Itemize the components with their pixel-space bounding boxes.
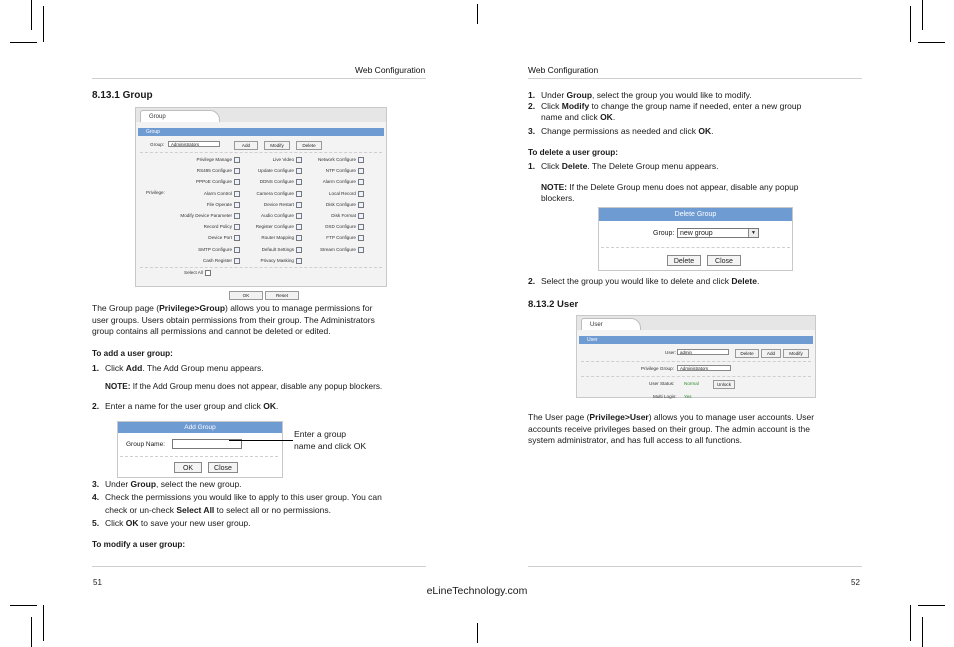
- add-group-dialog: [117, 421, 283, 478]
- privilege-checkbox: [234, 168, 240, 174]
- modify-step-1: 1. Under Group, select the group you would like to modify.: [528, 90, 752, 100]
- footer-rule: [92, 566, 426, 567]
- running-header-left: Web Configuration: [355, 65, 426, 75]
- tab-group: Group: [140, 110, 220, 122]
- privilege-label: Disk Format: [331, 213, 356, 219]
- add-step-4: 4. Check the permissions you would like to apply to this user group. You can check or un-check Select All to select all or no permissions.: [92, 492, 382, 515]
- add-group-title: Add Group: [118, 422, 282, 433]
- user-status-label: User Status:: [649, 381, 675, 386]
- privilege-checkbox: [358, 191, 364, 197]
- privilege-checkbox: [296, 258, 302, 264]
- divider: [120, 456, 278, 457]
- privilege-checkbox: [234, 247, 240, 253]
- privilege-checkbox: [234, 191, 240, 197]
- ok-button: OK: [229, 291, 263, 300]
- privilege-group-select: Administrators: [677, 365, 731, 371]
- privilege-row: [326, 202, 364, 208]
- divider: [581, 376, 811, 377]
- privilege-label: Default Settings: [261, 246, 294, 252]
- tab-user: User: [581, 318, 641, 330]
- privilege-row: [198, 247, 240, 253]
- privilege-checkbox: [296, 168, 302, 174]
- crop-mark: [10, 605, 37, 606]
- modify-step-2: 2. Click Modify to change the group name if needed, enter a new group name and click OK.: [528, 101, 802, 122]
- privilege-label: Camera Configure: [256, 190, 294, 196]
- delete-group-title: Delete Group: [599, 208, 792, 221]
- callout-text: Enter a group name and click OK: [294, 429, 367, 451]
- privilege-label: Record Policy: [203, 224, 232, 230]
- header-rule: [528, 78, 862, 79]
- user-status-value: Normal: [684, 381, 699, 386]
- select-all-label: Select All: [184, 270, 203, 276]
- page-number-left: 51: [93, 578, 102, 587]
- privilege-row: [208, 235, 240, 241]
- modify-button: Modify: [783, 349, 809, 358]
- multi-login-value: Yes: [684, 394, 692, 399]
- privilege-label: Router Mapping: [261, 235, 294, 241]
- privilege-row: [261, 213, 302, 219]
- privilege-row: [323, 179, 364, 185]
- privilege-checkbox: [296, 213, 302, 219]
- privilege-checkbox: [358, 224, 364, 230]
- privilege-checkbox: [234, 213, 240, 219]
- privilege-checkbox: [234, 258, 240, 264]
- section-title-user: 8.13.2 User: [528, 299, 579, 310]
- add-button: Add: [761, 349, 781, 358]
- privilege-row: [197, 157, 241, 163]
- crop-mark: [918, 605, 945, 606]
- chevron-down-icon: ▼: [748, 229, 758, 237]
- add-step-3: 3. Under Group, select the new group.: [92, 479, 242, 489]
- footer-website: eLineTechnology.com: [426, 585, 528, 597]
- user-label: User:: [665, 350, 676, 355]
- close-button: Close: [208, 462, 238, 473]
- privilege-label: Register Configure: [255, 224, 294, 230]
- group-bar: Group: [138, 128, 384, 136]
- group-select: new group ▼: [677, 228, 759, 238]
- privilege-label: Disk Configure: [325, 202, 356, 208]
- intro-line: group contains all permissions and cannot be deleted or edited.: [92, 326, 331, 336]
- delete-note: NOTE: If the Delete Group menu does not appear, disable any popup blockers.: [541, 182, 799, 203]
- delete-step-1: 1. Click Delete. The Delete Group menu appears.: [528, 161, 719, 171]
- privilege-row: [204, 191, 240, 197]
- close-button: Close: [707, 255, 741, 266]
- privilege-checkbox: [358, 157, 364, 163]
- divider: [581, 361, 811, 362]
- privilege-label: Alarm Configure: [322, 179, 356, 185]
- privilege-row: [261, 235, 302, 241]
- add-step-2: 2. Enter a name for the user group and click OK.: [92, 401, 279, 411]
- user-intro-paragraph: [528, 412, 864, 447]
- privilege-row: [320, 247, 364, 253]
- privilege-row: [325, 224, 364, 230]
- privilege-label: Privilege:: [146, 190, 165, 195]
- privilege-label: Cash Register: [202, 258, 232, 264]
- select-all-row: [184, 270, 211, 276]
- add-note: NOTE: If the Add Group menu does not appear, disable any popup blockers.: [105, 382, 383, 391]
- privilege-row: [326, 235, 364, 241]
- privilege-row: [273, 157, 302, 163]
- header-rule: [92, 78, 426, 79]
- privilege-checkbox: [234, 157, 240, 163]
- privilege-label: RS485 Configure: [196, 168, 232, 174]
- privilege-checkbox: [358, 213, 364, 219]
- crop-mark: [477, 4, 478, 24]
- privilege-label: Device Restart: [263, 202, 294, 208]
- running-header-right: Web Configuration: [528, 65, 599, 75]
- crop-mark: [10, 42, 37, 43]
- add-step-1: 1. Click Add. The Add Group menu appears.: [92, 363, 264, 373]
- group-label: Group:: [150, 142, 165, 147]
- privilege-label: Device Port: [208, 235, 232, 241]
- crop-mark: [31, 0, 32, 30]
- privilege-checkbox: [234, 235, 240, 241]
- privilege-label: Modify Device Parameter: [180, 213, 232, 219]
- privilege-label: Network Configure: [317, 157, 356, 163]
- privilege-row: [204, 224, 240, 230]
- crop-mark: [477, 623, 478, 643]
- delete-button: Delete: [735, 349, 759, 358]
- privilege-label: Update Configure: [257, 168, 294, 174]
- footer-rule: [528, 566, 862, 567]
- privilege-checkbox: [296, 224, 302, 230]
- delete-button: Delete: [667, 255, 701, 266]
- delete-button: Delete: [296, 141, 322, 150]
- privilege-label: SMTP Configure: [198, 246, 232, 252]
- intro-line: system administrator, and has full access to all functions.: [528, 435, 743, 445]
- privilege-label: Alarm Control: [203, 190, 232, 196]
- privilege-row: [180, 213, 240, 219]
- privilege-checkbox: [358, 235, 364, 241]
- crop-mark: [43, 6, 44, 42]
- privilege-row: [256, 191, 302, 197]
- section-title-group: 8.13.1 Group: [92, 90, 153, 101]
- privilege-label: PPPoE Configure: [195, 179, 232, 185]
- intro-line: accounts receive privileges based on their group. The admin account is the: [528, 423, 810, 434]
- privilege-label: Privilege Manage: [196, 157, 232, 163]
- group-name-label: Group Name:: [126, 441, 166, 448]
- intro-line: The User page (Privilege>User) allows you to manage user accounts. User: [528, 412, 815, 422]
- user-bar: User: [579, 336, 813, 344]
- privilege-checkbox: [358, 179, 364, 185]
- modify-button: Modify: [264, 141, 290, 150]
- divider: [601, 247, 790, 248]
- unlock-button: Unlock: [713, 380, 735, 389]
- group-label: Group:: [653, 230, 675, 237]
- privilege-row: [318, 157, 364, 163]
- delete-step-2: 2. Select the group you would like to delete and click Delete.: [528, 276, 760, 286]
- add-button: Add: [234, 141, 258, 150]
- multi-login-label: Multi Login:: [653, 394, 677, 399]
- privilege-label: Stream Configure: [319, 246, 356, 252]
- privilege-label: FTP Configure: [326, 235, 356, 241]
- modify-group-heading: To modify a user group:: [92, 540, 186, 549]
- privilege-checkbox: [234, 202, 240, 208]
- delete-group-heading: To delete a user group:: [528, 148, 618, 157]
- privilege-label: File Operate: [206, 202, 232, 208]
- select-all-checkbox: [205, 270, 211, 276]
- group-screenshot: [135, 107, 387, 287]
- privilege-row: [203, 258, 240, 264]
- tab-bar: [136, 108, 386, 122]
- privilege-row: [197, 168, 240, 174]
- crop-mark: [910, 6, 911, 42]
- privilege-label: DDNS Configure: [259, 179, 294, 185]
- privilege-row: [329, 191, 364, 197]
- tab-bar: [577, 316, 815, 330]
- divider: [140, 267, 382, 268]
- reset-button: Reset: [265, 291, 299, 300]
- group-select: Administrators: [168, 141, 220, 147]
- crop-mark: [922, 617, 923, 647]
- privilege-row: [258, 168, 302, 174]
- privilege-label: OSD Configure: [324, 224, 356, 230]
- privilege-row: [326, 168, 364, 174]
- intro-line: The Group page (Privilege>Group) allows you to manage permissions for: [92, 303, 373, 313]
- user-screenshot: [576, 315, 816, 398]
- privilege-label: Live Video: [272, 157, 294, 163]
- privilege-checkbox: [358, 202, 364, 208]
- privilege-label: Privacy Masking: [260, 258, 294, 264]
- privilege-label: Local Record: [328, 190, 356, 196]
- privilege-checkbox: [358, 168, 364, 174]
- intro-line: user groups. Users obtain permissions from their group. The Administrators: [92, 314, 375, 325]
- add-step-5: 5. Click OK to save your new user group.: [92, 518, 251, 528]
- privilege-checkbox: [296, 179, 302, 185]
- privilege-row: [260, 179, 302, 185]
- group-intro-paragraph: [92, 303, 428, 338]
- privilege-row: [196, 179, 240, 185]
- crop-mark: [922, 0, 923, 30]
- privilege-checkbox: [296, 247, 302, 253]
- crop-mark: [43, 605, 44, 641]
- ok-button: OK: [174, 462, 202, 473]
- privilege-row: [207, 202, 240, 208]
- privilege-row: [262, 247, 302, 253]
- privilege-label: NTP Configure: [325, 168, 356, 174]
- privilege-row: [331, 213, 364, 219]
- privilege-checkbox: [296, 157, 302, 163]
- privilege-checkbox: [234, 179, 240, 185]
- privilege-checkbox: [296, 235, 302, 241]
- callout-line: [229, 440, 293, 441]
- crop-mark: [31, 617, 32, 647]
- divider: [140, 152, 382, 153]
- privilege-checkbox: [296, 191, 302, 197]
- crop-mark: [910, 605, 911, 641]
- privilege-row: [261, 258, 302, 264]
- privilege-row: [256, 224, 302, 230]
- add-group-heading: To add a user group:: [92, 349, 173, 358]
- privilege-checkbox: [358, 247, 364, 253]
- privilege-group-label: Privilege Group:: [641, 366, 674, 371]
- delete-group-dialog: [598, 207, 793, 271]
- page-number-right: 52: [851, 578, 860, 587]
- privilege-checkbox: [296, 202, 302, 208]
- modify-step-3: 3. Change permissions as needed and click OK.: [528, 126, 714, 136]
- crop-mark: [918, 42, 945, 43]
- privilege-row: [264, 202, 302, 208]
- user-select: admin: [677, 349, 729, 355]
- privilege-label: Audio Configure: [261, 213, 294, 219]
- privilege-checkbox: [234, 224, 240, 230]
